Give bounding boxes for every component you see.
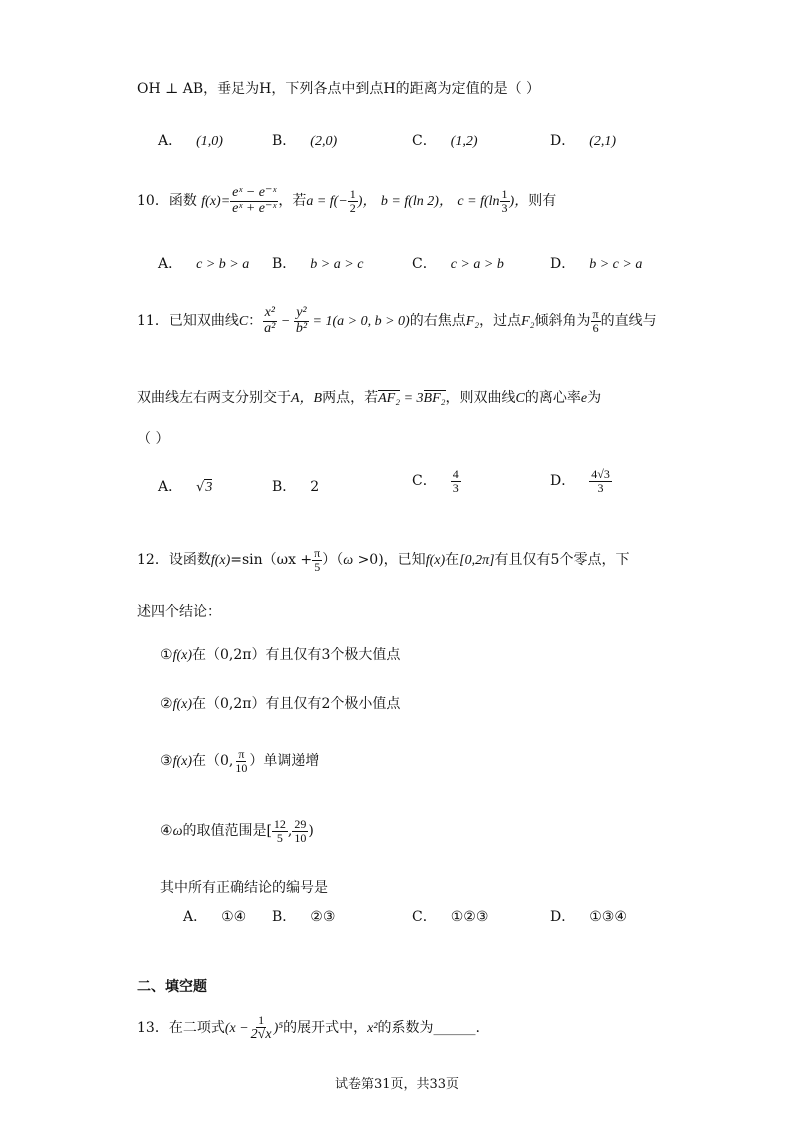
q11-y-fraction: $\frac{\text{y²}}{\text{b²}}$ bbox=[295, 305, 308, 336]
q9-option-d: D． (2,1) bbox=[550, 133, 617, 149]
q11-stem-line1: 11．已知双曲线C： $\frac{\text{x²}}{\text{a²}}$ − $\frac{\text{y²}}{\text{b²}}$ = 1(a > 0, b > 0)的右焦点F₂，过点F₂倾斜角为 $\frac{\pi}{6}$ 的直线与 bbox=[137, 305, 657, 336]
q11-option-a: A． √3 bbox=[158, 479, 213, 495]
q10-option-b: B． b > a > c bbox=[272, 256, 364, 272]
q11-stem-line2: 双曲线左右两支分别交于A，B两点，若AF₂ = 3BF₂，则双曲线C的离心率e为 bbox=[137, 390, 602, 406]
q10-stem: 10．函数 f(x)= $\frac{\text{eˣ − e⁻ˣ}}{\text{eˣ + e⁻ˣ}}$ ，若a = f(− $\frac{1}{2}$ )， b = f(ln 2)， c = f(ln $\frac{1}{3}$ )，则有 bbox=[137, 185, 557, 216]
q9-stem: OH ⊥ AB，垂足为H，下列各点中到点H的距离为定值的是（ ） bbox=[137, 81, 541, 97]
q11-option-c: C． $\frac{4}{3}$ bbox=[412, 467, 459, 495]
q11-focus-2: F₂ bbox=[521, 314, 535, 330]
q11-vector-af2: AF₂ bbox=[378, 391, 401, 406]
q11-focus-1: F₂ bbox=[465, 314, 480, 330]
q10-function-fraction: $\frac{\text{eˣ − e⁻ˣ}}{\text{eˣ + e⁻ˣ}}$ bbox=[232, 185, 277, 216]
q10-option-c: C． c > a > b bbox=[412, 256, 504, 272]
q13-answer-blank: ______ bbox=[433, 1020, 476, 1037]
q12-stem-line1: 12．设函数f(x)=sin（ωx + $\frac{\pi}{5}$ ）（ω >0)，已知f(x)在[0,2π]有且仅有5个零点，下 bbox=[137, 546, 630, 574]
q10-a-fraction: $\frac{1}{2}$ bbox=[349, 187, 356, 215]
q10-option-a: A． c > b > a bbox=[158, 256, 250, 272]
q12-conclusion-1: ①f(x)在（0,2π）有且仅有3个极大值点 bbox=[160, 647, 401, 663]
q11-vector-bf2: BF₂ bbox=[423, 391, 446, 406]
q9-option-c: C． (1,2) bbox=[412, 133, 478, 149]
q12-option-d: D． ①③④ bbox=[550, 909, 627, 925]
q12-stem-line2: 述四个结论： bbox=[137, 604, 221, 620]
q9-option-b: B． (2,0) bbox=[272, 133, 338, 149]
q12-conclusion-4: ④ω的取值范围是[ $\frac{12}{5}$ , $\frac{29}{10}$ ) bbox=[160, 817, 314, 845]
q9-option-a: A． (1,0) bbox=[158, 133, 223, 149]
q10-option-d: D． b > c > a bbox=[550, 256, 643, 272]
q12-option-a: A． ①④ bbox=[183, 909, 247, 925]
q12-summary: 其中所有正确结论的编号是 bbox=[160, 880, 328, 896]
q10-c-fraction: $\frac{1}{3}$ bbox=[501, 187, 508, 215]
q12-option-c: C． ①②③ bbox=[412, 909, 489, 925]
q12-conclusion-3: ③f(x)在（0, $\frac{\pi}{10}$ ）单调递增 bbox=[160, 747, 320, 775]
q11-x-fraction: $\frac{\text{x²}}{\text{a²}}$ bbox=[264, 305, 276, 336]
q13-stem: 13．在二项式(x − $\frac{1}{2√x}$ )⁵的展开式中，x²的系数为______. bbox=[137, 1013, 480, 1042]
section-heading-fill-in: 二、填空题 bbox=[137, 979, 207, 995]
q11-option-b: B． 2 bbox=[272, 479, 320, 495]
q11-option-d: D． $\frac{4√3}{3}$ bbox=[550, 467, 610, 495]
q12-conclusion-2: ②f(x)在（0,2π）有且仅有2个极小值点 bbox=[160, 696, 401, 712]
q11-answer-paren: （ ） bbox=[137, 431, 170, 447]
q11-angle-fraction: $\frac{\pi}{6}$ bbox=[592, 307, 599, 335]
q12-phase-fraction: $\frac{\pi}{5}$ bbox=[314, 546, 321, 574]
page-footer: 试卷第31页，共33页 bbox=[334, 1077, 460, 1092]
q12-option-b: B． ②③ bbox=[272, 909, 336, 925]
q13-fraction: $\frac{1}{2√x}$ bbox=[250, 1013, 272, 1042]
